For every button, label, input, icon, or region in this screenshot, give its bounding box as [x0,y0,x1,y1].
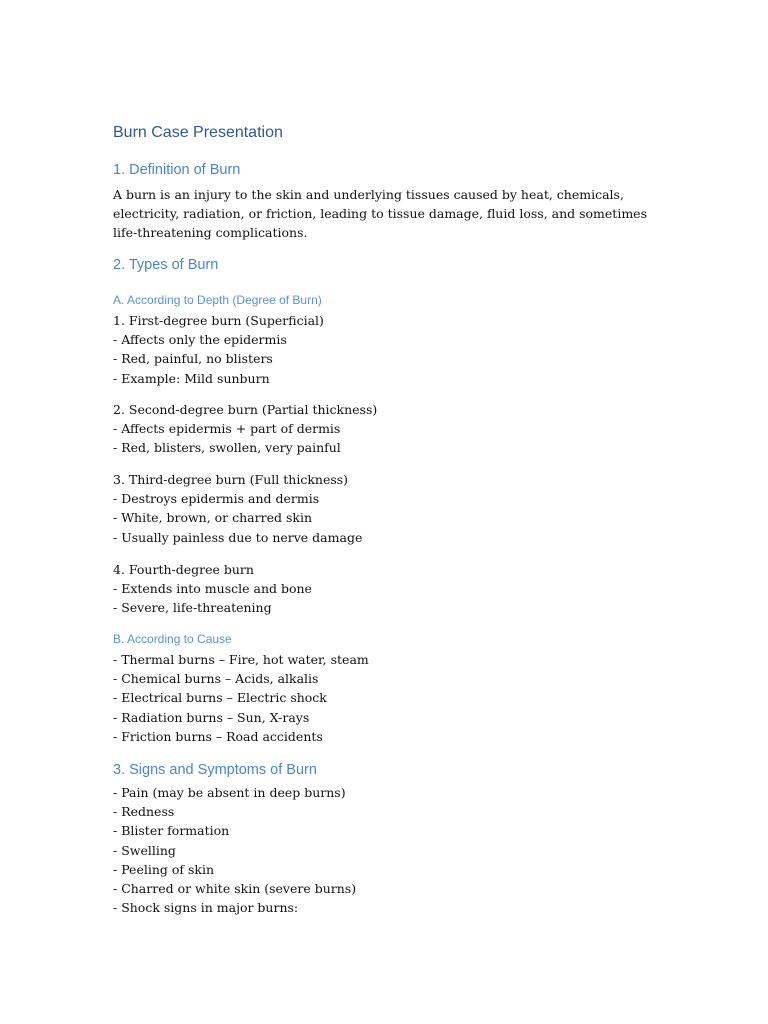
subheading-by-depth: A. According to Depth (Degree of Burn) [113,293,322,307]
list-item: - Destroys epidermis and dermis [113,491,320,507]
list-item: - Red, painful, no blisters [113,351,273,367]
second-degree-list [113,400,377,458]
definition-paragraph: A burn is an injury to the skin and underlying tissues caused by heat, chemicals, electricity, radiation, or friction, leading to tissue damage, fluid loss, and sometimes life-threatening complications. [113,187,647,240]
list-item: - Affects epidermis + part of dermis [113,421,341,437]
list-item: - Charred or white skin (severe burns) [113,881,357,897]
list-item: - Thermal burns – Fire, hot water, steam [113,652,369,667]
list-item: - Friction burns – Road accidents [113,728,323,744]
signs-list [113,783,356,917]
section-heading-types: 2. Types of Burn [113,257,219,273]
list-item: - Shock signs in major burns: [113,900,299,916]
first-degree-list [113,311,324,388]
list-item: 3. Third-degree burn (Full thickness) [113,472,349,487]
list-item: - Swelling [113,842,176,858]
section-heading-signs: 3. Signs and Symptoms of Burn [113,762,317,778]
list-item: - Radiation burns – Sun, X-rays [113,709,310,725]
list-item: - Red, blisters, swollen, very painful [113,440,341,456]
list-item: - Affects only the epidermis [113,332,287,348]
list-item: 4. Fourth-degree burn [113,562,254,577]
list-item: - Peeling of skin [113,861,215,877]
list-item: - Severe, life-threatening [113,600,272,616]
list-item: 2. Second-degree burn (Partial thickness) [113,402,378,417]
list-item: - White, brown, or charred skin [113,510,312,526]
section-heading-definition: 1. Definition of Burn [113,162,241,178]
document-title: Burn Case Presentation [113,124,283,141]
fourth-degree-list [113,560,312,618]
cause-list [113,650,369,746]
list-item: - Usually painless due to nerve damage [113,529,363,545]
subheading-by-cause: B. According to Cause [113,632,232,646]
list-item: - Example: Mild sunburn [113,370,270,386]
list-item: - Redness [113,804,175,820]
third-degree-list [113,470,362,547]
list-item: - Electrical burns – Electric shock [113,690,327,706]
list-item: 1. First-degree burn (Superficial) [113,313,324,328]
list-item: - Extends into muscle and bone [113,581,312,597]
list-item: - Chemical burns – Acids, alkalis [113,671,319,687]
list-item: - Pain (may be absent in deep burns) [113,785,346,800]
list-item: - Blister formation [113,823,230,839]
